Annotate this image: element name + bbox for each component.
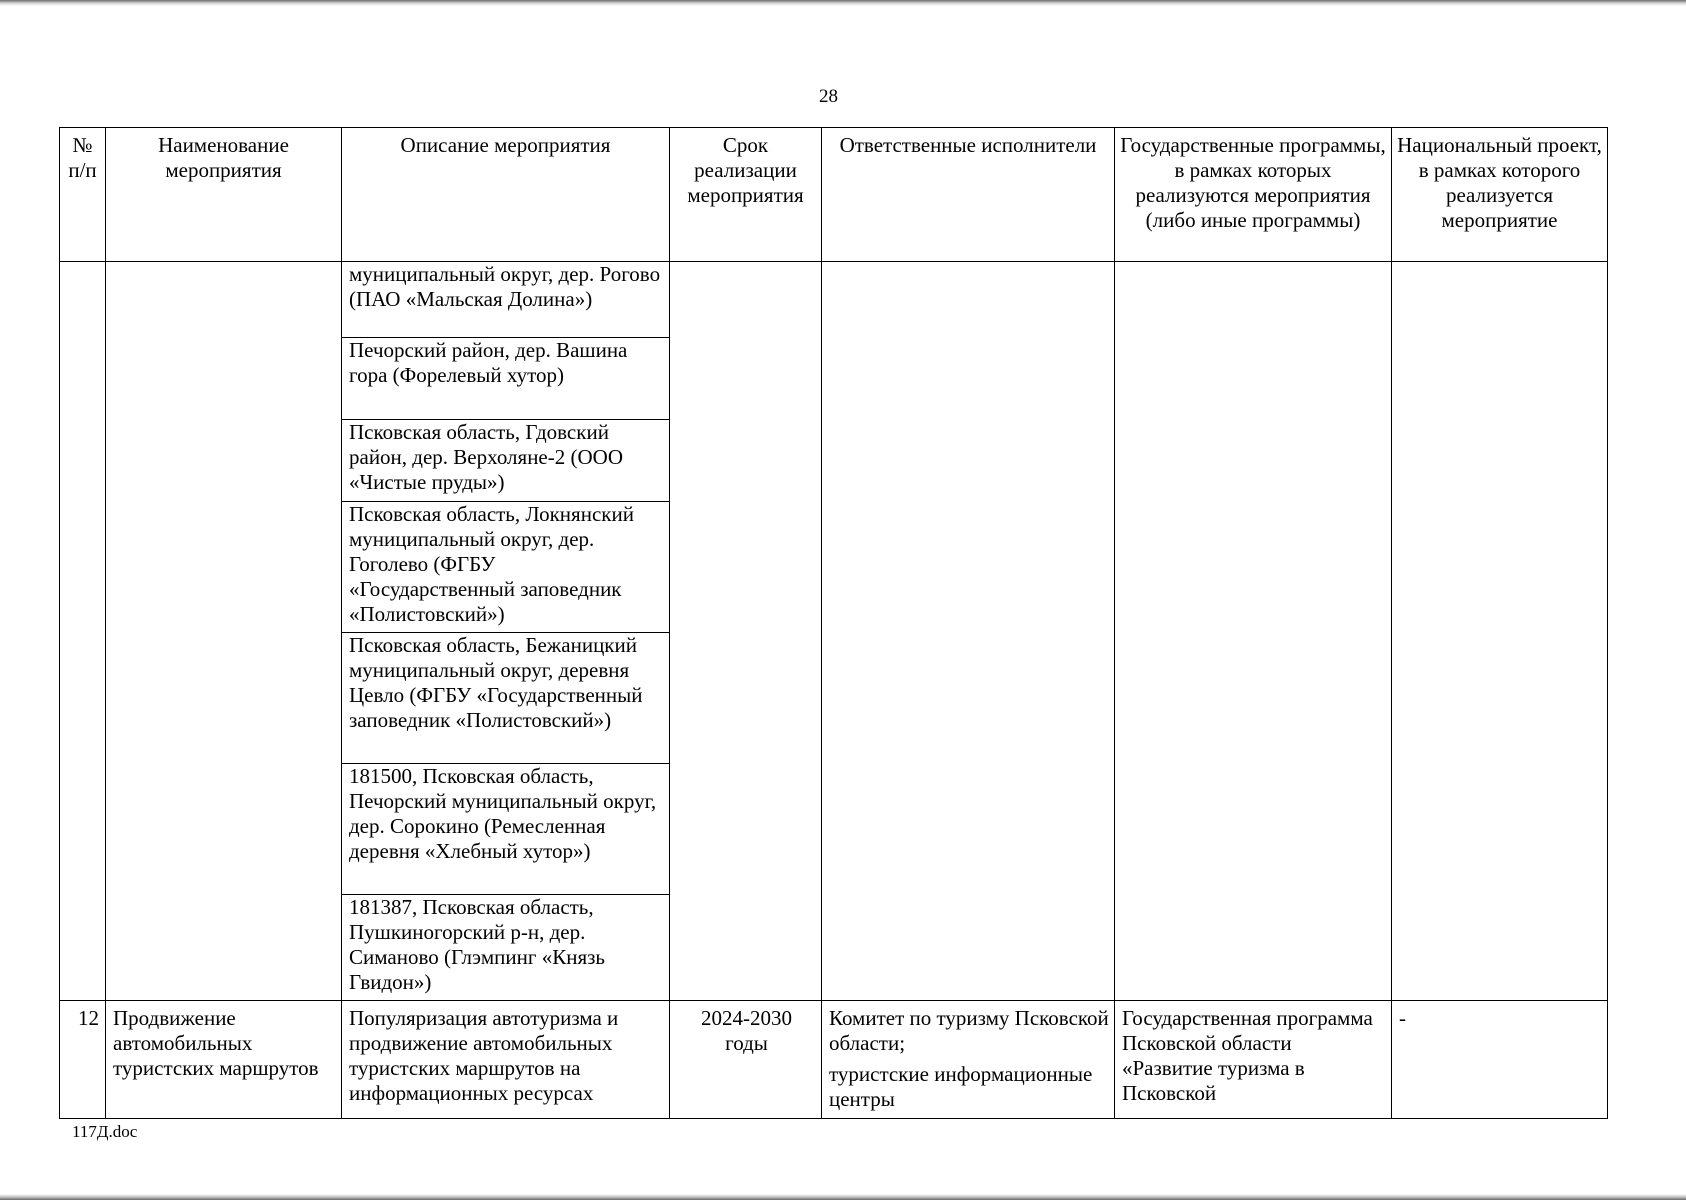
footer-file-name: 117Д.doc <box>72 1122 138 1141</box>
table-row <box>60 1001 1608 1119</box>
header-description: Описание мероприятия <box>342 128 670 262</box>
location-item: 181387, Псковская область, Пушкиногорский р-н, дер. Симаново (Глэмпинг «Князь Гвидон») <box>342 895 669 1001</box>
continuation-executors-cell <box>822 262 1115 1001</box>
location-item: Печорский район, дер. Вашина гора (Форелевый хутор) <box>342 338 669 420</box>
location-item: Псковская область, Локнянский муниципальный округ, дер. Гоголево (ФГБУ «Государственный заповедник «Полистовский») <box>342 502 669 633</box>
continuation-name-cell <box>106 262 342 1001</box>
page-number: 28 <box>819 86 838 107</box>
scan-bottom-edge <box>0 1194 1686 1200</box>
location-item: 181500, Псковская область, Печорский муниципальный округ, дер. Сорокино (Ремесленная деревня «Хлебный хутор») <box>342 764 669 895</box>
location-item: Псковская область, Бежаницкий муниципальный округ, деревня Цевло (ФГБУ «Государственный заповедник «Полистовский») <box>342 633 669 764</box>
row-number: 12 <box>60 1001 106 1119</box>
header-programs: Государственные программы, в рамках которых реализуются мероприятия (либо иные программы) <box>1115 128 1392 262</box>
location-item: муниципальный округ, дер. Рогово (ПАО «Мальская Долина») <box>349 262 661 311</box>
header-number: № п/п <box>60 128 106 262</box>
row-program: Государственная программа Псковской области «Развитие туризма в Псковской <box>1115 1001 1392 1119</box>
continuation-row <box>60 262 1608 1001</box>
continuation-number-cell <box>60 262 106 1001</box>
continuation-programs-cell <box>1115 262 1392 1001</box>
header-national-project: Национальный проект, в рамках которого реализуется мероприятие <box>1392 128 1608 262</box>
row-name: Продвижение автомобильных туристских маршрутов <box>106 1001 342 1119</box>
executor-item: туристские информационные центры <box>829 1062 1093 1111</box>
header-row <box>60 128 1608 262</box>
scan-top-edge <box>0 0 1686 6</box>
header-term: Срок реализации мероприятия <box>670 128 822 262</box>
measures-table <box>59 127 1608 1119</box>
location-list <box>342 262 669 1000</box>
location-item: Псковская область, Гдовский район, дер. Верхоляне-2 (ООО «Чистые пруды») <box>342 420 669 502</box>
continuation-description-cell <box>342 262 670 1001</box>
row-term: 2024-2030 годы <box>670 1001 822 1119</box>
row-national-project: - <box>1392 1001 1608 1119</box>
continuation-term-cell <box>670 262 822 1001</box>
executor-item: Комитет по туризму Псковской области; <box>829 1006 1109 1055</box>
header-name: Наименование мероприятия <box>106 128 342 262</box>
row-description: Популяризация автотуризма и продвижение автомобильных туристских маршрутов на информационных ресурсах <box>342 1001 670 1119</box>
row-executors <box>822 1001 1115 1119</box>
header-executors: Ответственные исполнители <box>822 128 1115 262</box>
continuation-national-project-cell <box>1392 262 1608 1001</box>
